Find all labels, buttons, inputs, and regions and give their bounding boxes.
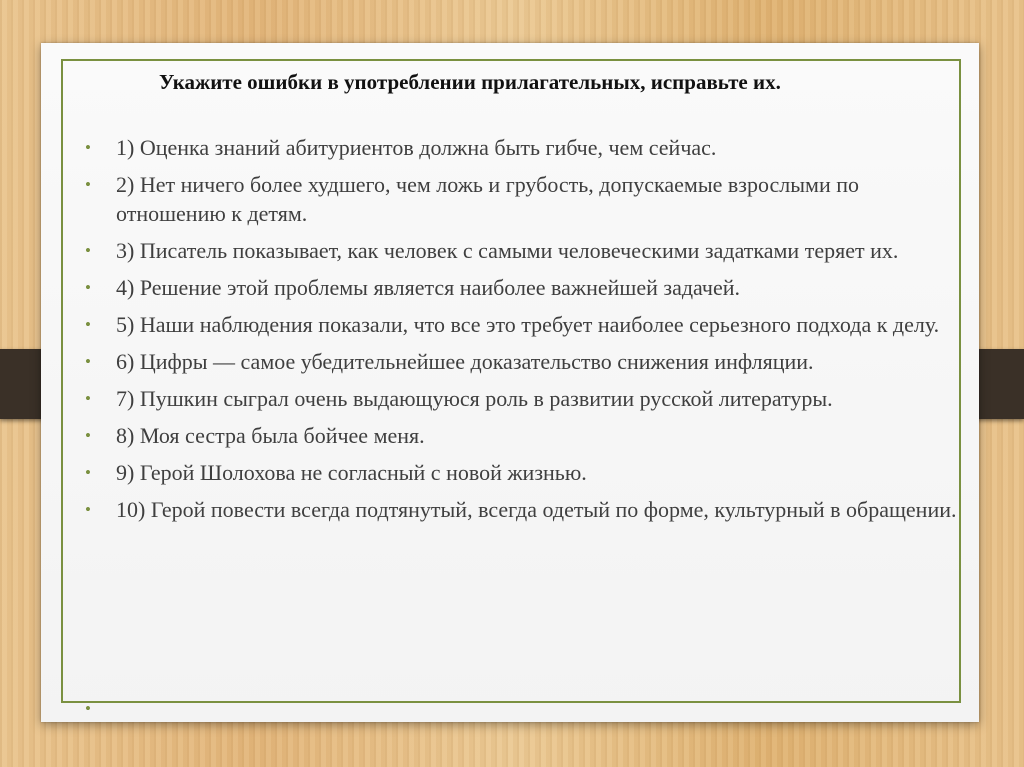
item-text: 9) Герой Шолохова не согласный с новой жизнью. — [116, 460, 587, 485]
list-item — [85, 384, 965, 413]
item-text: 3) Писатель показывает, как человек с самыми человеческими задатками теряет их. — [116, 238, 899, 263]
item-text: 5) Наши наблюдения показали, что все это требует наиболее серьезного подхода к делу. — [116, 312, 940, 337]
list-item — [85, 458, 965, 487]
list-item — [85, 170, 965, 228]
empty-bullet-icon: • — [85, 699, 91, 718]
list-item — [85, 421, 965, 450]
sentence-list — [85, 133, 965, 532]
list-item — [85, 347, 965, 376]
item-text: 6) Цифры — самое убедительнейшее доказательство снижения инфляции. — [116, 349, 814, 374]
bullet-icon: • — [85, 426, 91, 445]
item-text: 7) Пушкин сыграл очень выдающуюся роль в развитии русской литературы. — [116, 386, 833, 411]
item-text: 8) Моя сестра была бойчее меня. — [116, 423, 425, 448]
item-text: 2) Нет ничего более худшего, чем ложь и грубость, допускаемые взрослыми по отношению к детям. — [116, 172, 859, 226]
bullet-icon: • — [85, 138, 91, 157]
bullet-icon: • — [85, 278, 91, 297]
slide-title: Укажите ошибки в употреблении прилагательных, исправьте их. — [159, 70, 781, 94]
item-text: 1) Оценка знаний абитуриентов должна быть гибче, чем сейчас. — [116, 135, 717, 160]
bullet-icon: • — [85, 315, 91, 334]
item-text: 4) Решение этой проблемы является наиболее важнейшей задачей. — [116, 275, 741, 300]
slide-card — [41, 43, 979, 722]
bullet-icon: • — [85, 241, 91, 260]
item-text: 10) Герой повести всегда подтянутый, всегда одетый по форме, культурный в обращении. — [116, 497, 957, 522]
list-item — [85, 273, 965, 302]
bullet-icon: • — [85, 500, 91, 519]
bullet-icon: • — [85, 463, 91, 482]
list-item — [85, 133, 965, 162]
list-item — [85, 236, 965, 265]
list-item — [85, 495, 965, 524]
bullet-icon: • — [85, 352, 91, 371]
bullet-icon: • — [85, 389, 91, 408]
list-item — [85, 310, 965, 339]
bullet-icon: • — [85, 175, 91, 194]
